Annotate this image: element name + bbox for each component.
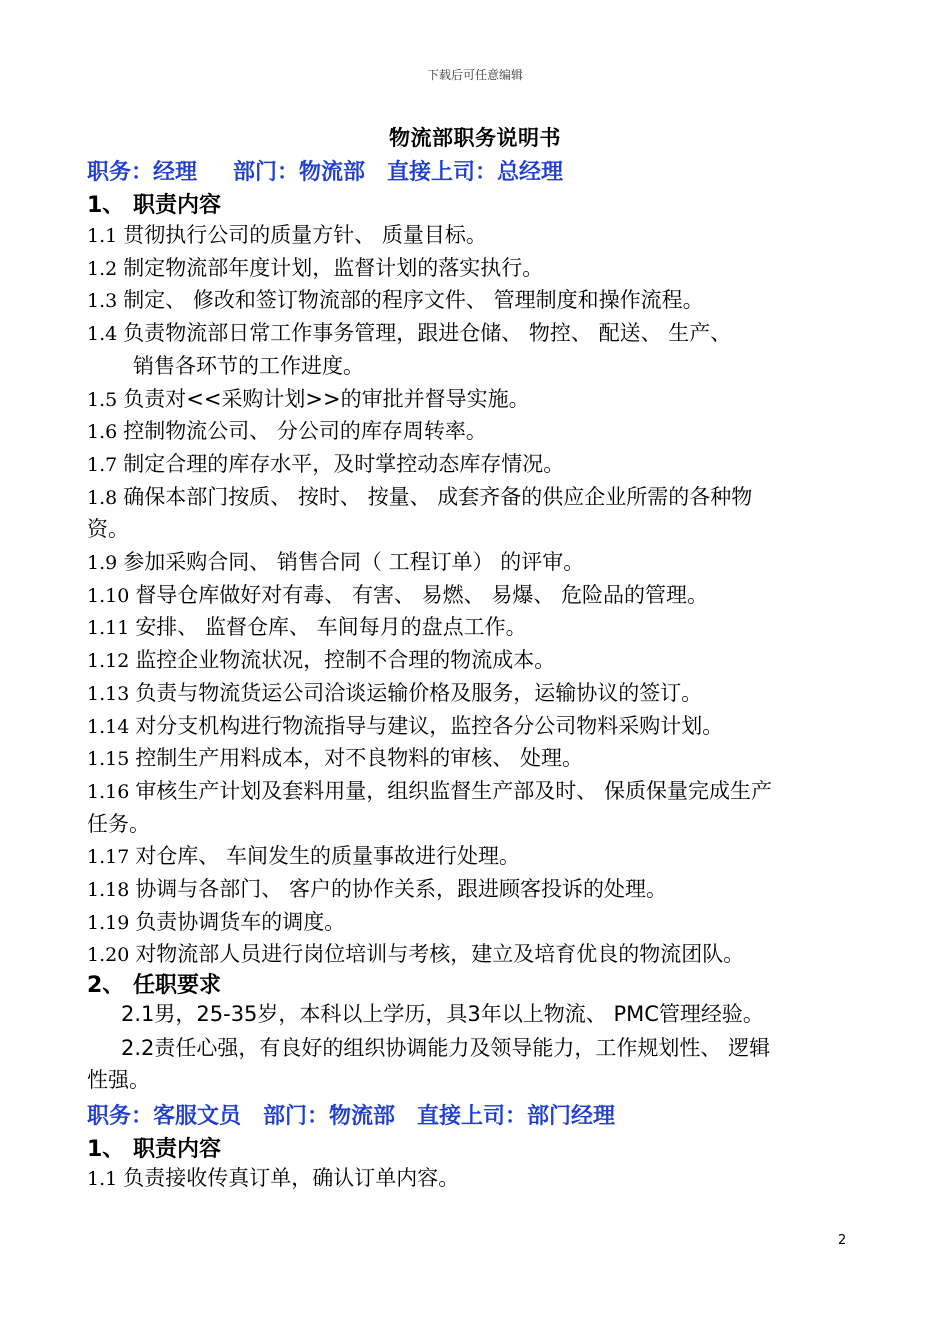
duty-item <box>87 546 857 579</box>
duty-text: 负责对<<采购计划>>的审批并督导实施。 <box>123 386 530 411</box>
duty-text: 监控企业物流状况，控制不合理的物流成本。 <box>135 648 556 673</box>
duty-text: 负责协调货车的调度。 <box>135 909 346 934</box>
duty-number: 1.17 <box>87 846 130 869</box>
duty-text: 控制物流公司、 分公司的库存周转率。 <box>123 419 487 444</box>
duty-item <box>87 284 857 317</box>
duty-text: 协调与各部门、 客户的协作关系，跟进顾客投诉的处理。 <box>135 877 667 901</box>
duty-text: 对物流部人员进行岗位培训与考核，建立及培育优良的物流团队。 <box>135 942 745 967</box>
duty-text: 负责与物流货运公司洽谈运输价格及服务，运输协议的签订。 <box>135 680 703 705</box>
requirement-item: 2.1男，25-35岁，本科以上学历，具3年以上物流、 PMC管理经验。 <box>121 1002 764 1026</box>
clerk-duty-item: 1.1 负责接收传真订单，确认订单内容。 <box>87 1166 460 1190</box>
clerk-job-line <box>87 1099 637 1130</box>
duty-item <box>87 775 857 808</box>
duty-text: 控制生产用料成本，对不良物料的审核、 处理。 <box>135 746 583 771</box>
duty-number: 1.5 <box>87 388 118 411</box>
duty-number: 1.16 <box>87 780 130 803</box>
duty-text: 安排、 监督仓库、 车间每月的盘点工作。 <box>135 615 527 640</box>
duty-item <box>87 742 857 775</box>
duty-text: 制定物流部年度计划，监督计划的落实执行。 <box>123 255 544 280</box>
duty-item <box>87 840 857 873</box>
duty-item <box>87 448 857 481</box>
duty-item <box>87 873 857 906</box>
duty-number: 1.1 <box>87 225 118 247</box>
duty-number: 1.4 <box>87 323 118 346</box>
duty-number: 1.18 <box>87 879 130 901</box>
duty-text: 贯彻执行公司的质量方针、 质量目标。 <box>123 223 487 247</box>
duty-number: 1.8 <box>87 486 118 509</box>
duty-text: 任务。 <box>87 811 150 836</box>
duty-number: 1.13 <box>87 682 130 705</box>
section-heading-requirements: 2、 任职要求 <box>87 973 222 998</box>
duty-text: 参加采购合同、 销售合同（ 工程订单） 的评审。 <box>123 550 585 574</box>
duty-number: 1.3 <box>87 290 118 313</box>
manager-dept: 部门：物流部 <box>233 160 366 185</box>
duty-number: 1.14 <box>87 715 130 738</box>
duty-number: 1.15 <box>87 748 130 771</box>
duty-number: 1.11 <box>87 617 130 640</box>
requirement-item: 性强。 <box>87 1068 150 1092</box>
duty-item <box>87 611 857 644</box>
duty-text: 资。 <box>87 517 129 542</box>
duty-number: 1.9 <box>87 552 118 574</box>
duty-text: 督导仓库做好对有毒、 有害、 易燃、 易爆、 危险品的管理。 <box>135 582 709 607</box>
duty-text: 审核生产计划及套料用量，组织监督生产部及时、 保质保量完成生产 <box>135 778 772 803</box>
duty-number: 1.10 <box>87 584 130 607</box>
clerk-boss: 直接上司：部门经理 <box>417 1104 616 1129</box>
manager-job-line <box>87 155 585 186</box>
duty-item <box>87 579 857 612</box>
duty-number: 1.12 <box>87 650 130 673</box>
duty-text: 制定合理的库存水平，及时掌控动态库存情况。 <box>123 451 565 476</box>
duty-item <box>133 350 903 382</box>
duty-item <box>87 383 857 416</box>
duty-item <box>87 938 857 971</box>
document-title: 物流部职务说明书 <box>389 126 561 150</box>
page-number: 2 <box>838 1233 847 1248</box>
duty-item <box>87 481 857 514</box>
manager-boss: 直接上司：总经理 <box>387 160 564 185</box>
duty-text: 负责物流部日常工作事务管理，跟进仓储、 物控、 配送、 生产、 <box>123 321 732 346</box>
duty-number: 1.7 <box>87 453 118 476</box>
section-heading-duties: 1、 职责内容 <box>87 193 222 218</box>
duty-item <box>87 644 857 677</box>
clerk-position: 职务：客服文员 <box>87 1104 242 1129</box>
manager-position: 职务：经理 <box>87 160 198 185</box>
duty-number: 1.2 <box>87 257 118 280</box>
duty-item <box>87 808 857 840</box>
duty-item <box>87 906 857 939</box>
duty-item <box>87 513 857 545</box>
duty-item <box>87 317 857 350</box>
duty-number: 1.6 <box>87 421 118 444</box>
duty-text: 对分支机构进行物流指导与建议，监控各分公司物料采购计划。 <box>135 713 724 738</box>
duty-item <box>87 252 857 285</box>
clerk-dept: 部门：物流部 <box>263 1104 396 1129</box>
duty-item <box>87 415 857 448</box>
header-note: 下载后可任意编辑 <box>426 68 523 82</box>
duty-text: 对仓库、 车间发生的质量事故进行处理。 <box>135 844 520 869</box>
duty-item <box>87 710 857 743</box>
duty-item <box>87 219 857 252</box>
duty-text: 确保本部门按质、 按时、 按量、 成套齐备的供应企业所需的各种物 <box>123 484 753 509</box>
duty-number: 1.19 <box>87 911 130 934</box>
duty-number: 1.20 <box>87 944 130 967</box>
requirement-item: 2.2责任心强，有良好的组织协调能力及领导能力，工作规划性、 逻辑 <box>121 1036 771 1060</box>
duty-text: 制定、 修改和签订物流部的程序文件、 管理制度和操作流程。 <box>123 288 704 313</box>
section-heading-clerk-duties: 1、 职责内容 <box>87 1137 222 1162</box>
duty-text: 销售各环节的工作进度。 <box>133 353 364 378</box>
duty-item <box>87 677 857 710</box>
